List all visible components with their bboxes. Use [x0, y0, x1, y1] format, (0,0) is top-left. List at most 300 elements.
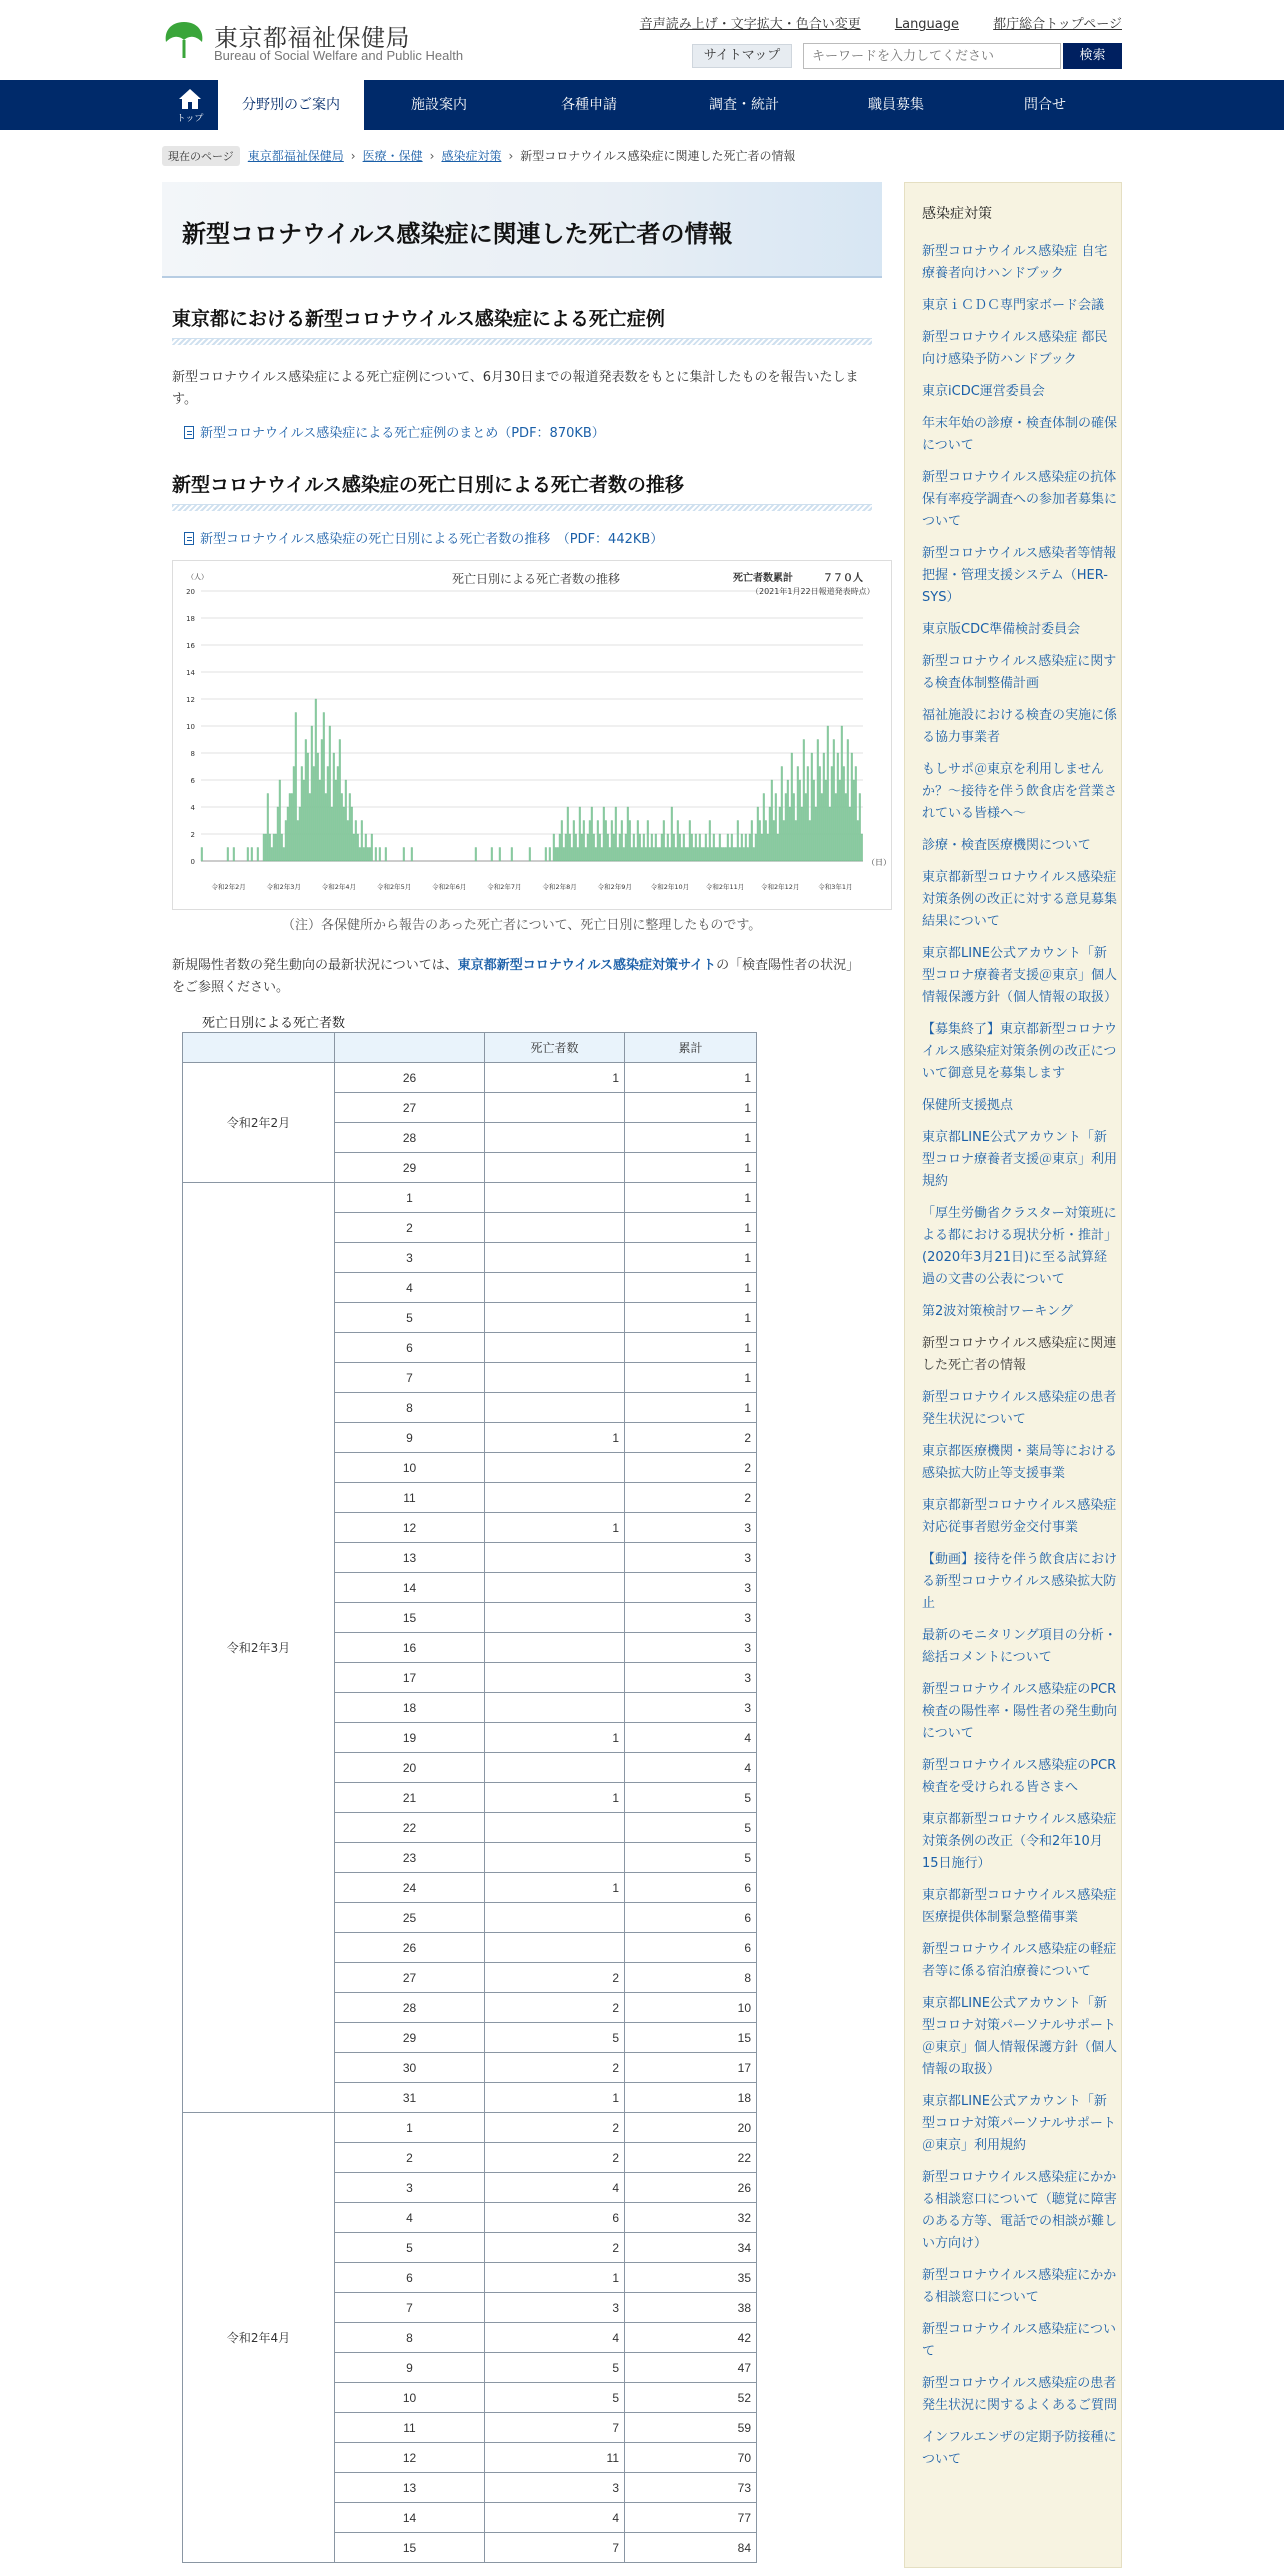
day-cell: 1	[335, 1183, 485, 1213]
chart-bar	[629, 821, 631, 862]
sidebar-link[interactable]: 新型コロナウイルス感染症 自宅療養者向けハンドブック	[922, 244, 1108, 281]
cumulative-cell: 73	[625, 2473, 757, 2503]
sidebar-link[interactable]: 東京ｉＣＤＣ専門家ボード会議	[922, 298, 1105, 313]
chart-month-label: 令和2年8月	[542, 883, 577, 891]
deaths-cell	[485, 1633, 625, 1663]
cumulative-cell: 5	[625, 1783, 757, 1813]
cumulative-cell: 77	[625, 2503, 757, 2533]
chart-bar	[771, 780, 773, 861]
document-icon	[184, 532, 194, 545]
chart-bar	[649, 848, 651, 862]
chart-bar	[341, 794, 343, 862]
sidebar-link[interactable]: 年末年始の診療・検査体制の確保について	[922, 416, 1118, 453]
cumulative-cell: 18	[625, 2083, 757, 2113]
chart-bar	[839, 780, 841, 861]
sidebar-link[interactable]: もしサポ＠東京を利用しませんか？～接待を伴う飲食店を営業されている皆様へ～	[922, 762, 1118, 821]
chart-bar	[319, 780, 321, 861]
sidebar-link[interactable]: 東京都新型コロナウイルス感染症対策条例の改正（令和2年10月15日施行）	[922, 1812, 1117, 1871]
latest-status-before: 新規陽性者数の発生動向の最新状況については、	[172, 958, 458, 973]
chart-bar	[347, 821, 349, 862]
chart-canvas	[173, 561, 891, 909]
sidebar-link[interactable]: 【動画】接待を伴う飲食店における新型コロナウイルス感染拡大防止	[922, 1552, 1118, 1611]
deaths-cell: 6	[485, 2203, 625, 2233]
sidebar-link[interactable]: 新型コロナウイルス感染症の抗体保有率疫学調査への参加者募集について	[922, 470, 1118, 529]
deaths-cell	[485, 1213, 625, 1243]
chart-bar	[663, 821, 665, 862]
chart-bar	[625, 834, 627, 861]
chart-bar	[631, 848, 633, 862]
chart-bar	[269, 834, 271, 861]
chart-y-tick-label: 4	[190, 804, 195, 812]
sidebar-link[interactable]: 東京都LINE公式アカウント「新型コロナ対策パーソナルサポート＠東京」利用規約	[922, 2094, 1116, 2153]
chart-bar	[707, 848, 709, 862]
chart-bar	[609, 848, 611, 862]
chart-bar	[559, 834, 561, 861]
chart-y-tick-label: 8	[190, 750, 195, 758]
search-button[interactable]: 検索	[1063, 43, 1122, 69]
nav-item-facilities[interactable]: 施設案内	[411, 97, 467, 113]
chart-bar	[645, 848, 647, 862]
chart-bar	[757, 807, 759, 861]
cumulative-cell: 2	[625, 1423, 757, 1453]
day-cell: 4	[335, 2203, 485, 2233]
chart-bar	[285, 821, 287, 862]
ginkgo-logo-icon	[162, 18, 206, 62]
day-cell: 24	[335, 1873, 485, 1903]
chart-bar	[571, 848, 573, 862]
chart-bar	[787, 780, 789, 861]
cumulative-cell: 1	[625, 1183, 757, 1213]
chart-bar	[861, 834, 863, 861]
breadcrumb-separator: ›	[350, 149, 356, 163]
sidebar	[904, 182, 1122, 2568]
chart-bar	[763, 794, 765, 862]
chart-bar	[607, 834, 609, 861]
chart-bar	[659, 848, 661, 862]
chart-bar	[339, 740, 341, 862]
day-cell: 9	[335, 1423, 485, 1453]
sidebar-link[interactable]: 新型コロナウイルス感染症にかかる相談窓口について（聴覚に障害のある方等、電話での相談が難しい方向け）	[922, 2170, 1118, 2251]
header-cumulative: 累計	[625, 1033, 757, 1063]
chart-bar	[827, 726, 829, 861]
deaths-cell: 1	[485, 1723, 625, 1753]
cumulative-cell: 70	[625, 2443, 757, 2473]
chart-y-tick-label: 10	[186, 723, 195, 731]
sidebar-link[interactable]: 第2波対策検討ワーキング	[922, 1304, 1073, 1319]
chart-bar	[333, 753, 335, 861]
chart-bar	[323, 713, 325, 862]
page-title: 新型コロナウイルス感染症に関連した死亡者の情報	[182, 220, 733, 248]
sidebar-link[interactable]: 東京版CDC準備検討委員会	[922, 622, 1081, 637]
chart-y-tick-label: 0	[190, 858, 195, 866]
chart-note: （注）各保健所から報告のあった死亡者について、死亡日別に整理したものです。	[282, 918, 762, 933]
chart-bar	[731, 834, 733, 861]
chart-bar	[299, 807, 301, 861]
sidebar-link[interactable]: 新型コロナウイルス感染症について	[922, 2322, 1116, 2359]
chart-bar	[633, 834, 635, 861]
sidebar-link[interactable]: インフルエンザの定期予防接種について	[922, 2430, 1117, 2467]
sidebar-link[interactable]: 東京iCDC運営委員会	[922, 384, 1045, 399]
chart-bar	[579, 807, 581, 861]
day-cell: 28	[335, 1123, 485, 1153]
chart-bar	[233, 848, 235, 862]
chart-bar	[305, 740, 307, 862]
sidebar-link[interactable]: 新型コロナウイルス感染症に関する検査体制整備計画	[922, 654, 1117, 691]
chart-bar	[739, 848, 741, 862]
chart-bar	[841, 726, 843, 861]
sidebar-link[interactable]: 東京都新型コロナウイルス感染症医療提供体制緊急整備事業	[922, 1888, 1117, 1925]
chart-bar	[755, 834, 757, 861]
cumulative-cell: 4	[625, 1723, 757, 1753]
header-deaths: 死亡者数	[485, 1033, 625, 1063]
chart-month-label: 令和2年7月	[487, 883, 522, 891]
chart-bar	[275, 834, 277, 861]
cumulative-cell: 52	[625, 2383, 757, 2413]
chart-bar	[363, 848, 365, 862]
chart-bar	[849, 807, 851, 861]
chart-bar	[297, 821, 299, 862]
chart-bar	[365, 834, 367, 861]
chart-bar	[819, 767, 821, 862]
chart-y-tick-label: 20	[186, 588, 195, 596]
deaths-cell	[485, 1543, 625, 1573]
chart-bar	[349, 794, 351, 862]
chart-bar	[753, 848, 755, 862]
cumulative-cell: 38	[625, 2293, 757, 2323]
page-title-banner	[162, 182, 882, 278]
chart-bar	[759, 821, 761, 862]
nav-home-label: トップ	[176, 114, 204, 124]
chart-bar	[325, 794, 327, 862]
search-input[interactable]	[803, 43, 1061, 69]
deaths-cell	[485, 1393, 625, 1423]
pdf-link-death-trend[interactable]	[184, 528, 663, 547]
logo-japanese-text: 東京都福祉保健局	[214, 24, 410, 52]
chart-bar	[801, 807, 803, 861]
deaths-cell: 7	[485, 2413, 625, 2443]
sidebar-link[interactable]: 東京都LINE公式アカウント「新型コロナ療養者支援＠東京」個人情報保護方針（個人情報の取扱）	[922, 946, 1118, 1005]
chart-bar	[589, 821, 591, 862]
day-cell: 3	[335, 2173, 485, 2203]
chart-bar	[369, 848, 371, 862]
chart-bar	[615, 807, 617, 861]
chart-bar	[601, 848, 603, 862]
day-cell: 19	[335, 1723, 485, 1753]
day-cell: 14	[335, 1573, 485, 1603]
chart-y-tick-label: 6	[190, 777, 195, 785]
cumulative-cell: 3	[625, 1663, 757, 1693]
chart-month-label: 令和2年5月	[376, 883, 412, 891]
language-link[interactable]: Language	[894, 17, 960, 32]
chart-bar	[587, 834, 589, 861]
chart-bar	[627, 807, 629, 861]
chart-bar	[765, 821, 767, 862]
chart-month-label: 令和2年12月	[761, 883, 800, 891]
cumulative-cell: 5	[625, 1813, 757, 1843]
sidebar-link[interactable]: 東京都LINE公式アカウント「新型コロナ対策パーソナルサポート＠東京」個人情報保護方針（個人情報の取扱）	[922, 1996, 1118, 2077]
nav-item-statistics[interactable]: 調査・統計	[709, 97, 779, 113]
chart-bar	[321, 740, 323, 862]
site-logo[interactable]	[162, 18, 492, 66]
chart-bar	[267, 794, 269, 862]
sidebar-link[interactable]: 診療・検査医療機関について	[922, 838, 1091, 853]
chart-bar	[351, 807, 353, 861]
chart-bar	[329, 726, 331, 861]
header-day	[335, 1033, 485, 1063]
chart-bar	[303, 780, 305, 861]
sidebar-link[interactable]: 新型コロナウイルス感染症のPCR検査の陽性率・陽性者の発生動向について	[922, 1682, 1118, 1741]
chart-bar	[583, 821, 585, 862]
cumulative-cell: 1	[625, 1273, 757, 1303]
sidebar-link[interactable]: 新型コロナウイルス感染症のPCR検査を受けられる皆さまへ	[922, 1758, 1117, 1795]
day-cell: 10	[335, 1453, 485, 1483]
chart-month-label: 令和2年11月	[705, 883, 745, 891]
chart-bar	[725, 848, 727, 862]
chart-bar	[545, 848, 547, 862]
table-caption: 死亡日別による死亡者数	[202, 1016, 346, 1031]
day-cell: 6	[335, 1333, 485, 1363]
chart-bar	[603, 807, 605, 861]
chart-bar	[745, 834, 747, 861]
chart-bar	[683, 834, 685, 861]
chart-bar	[803, 740, 805, 862]
chart-bar	[691, 834, 693, 861]
cumulative-cell: 6	[625, 1933, 757, 1963]
chart-bar	[563, 848, 565, 862]
sidebar-link[interactable]: 【募集終了】東京都新型コロナウイルス感染症対策条例の改正について御意見を募集します	[922, 1022, 1118, 1081]
chart-bar	[853, 780, 855, 861]
chart-bar	[679, 834, 681, 861]
sidebar-link[interactable]: 新型コロナウイルス感染症の患者発生状況について	[922, 1390, 1117, 1427]
chart-bar	[777, 834, 779, 861]
chart-bar	[561, 821, 563, 862]
cumulative-cell: 15	[625, 2023, 757, 2053]
cumulative-cell: 1	[625, 1123, 757, 1153]
chart-bar	[621, 821, 623, 862]
deaths-cell	[485, 1753, 625, 1783]
chart-bar	[311, 726, 313, 861]
deaths-cell	[485, 1153, 625, 1183]
day-cell: 30	[335, 2053, 485, 2083]
chart-bar	[653, 848, 655, 862]
sidebar-link[interactable]: 東京都新型コロナウイルス感染症対策条例の改正に対する意見募集結果について	[922, 870, 1118, 929]
chart-bar	[411, 848, 413, 862]
chart-bar	[833, 740, 835, 862]
chart-y-tick-label: 14	[186, 669, 195, 677]
breadcrumb-link-bureau[interactable]: 東京都福祉保健局	[247, 149, 344, 163]
chart-summary-label: 死亡者数累計 ７７０人	[733, 573, 863, 584]
chart-bar	[301, 767, 303, 862]
day-cell: 22	[335, 1813, 485, 1843]
deaths-cell: 4	[485, 2323, 625, 2353]
chart-bar	[499, 848, 501, 862]
day-cell: 12	[335, 2443, 485, 2473]
chart-bar	[851, 753, 853, 861]
pdf-link-death-cases[interactable]	[184, 422, 605, 441]
cumulative-cell: 10	[625, 1993, 757, 2023]
sidebar-link[interactable]: 新型コロナウイルス感染症の患者発生状況に関するよくあるご質問	[922, 2376, 1118, 2413]
chart-bar	[657, 848, 659, 862]
day-cell: 17	[335, 1663, 485, 1693]
day-cell: 11	[335, 2413, 485, 2443]
sitemap-button[interactable]: サイトマップ	[692, 44, 792, 68]
chart-bar	[331, 807, 333, 861]
cumulative-cell: 1	[625, 1243, 757, 1273]
chart-month-label: 令和2年2月	[211, 883, 246, 891]
chart-bar	[599, 834, 601, 861]
sidebar-link[interactable]: 最新のモニタリング項目の分析・総括コメントについて	[922, 1628, 1117, 1665]
month-cell: 令和2年4月	[183, 2113, 335, 2563]
sidebar-link[interactable]: 東京都LINE公式アカウント「新型コロナ療養者支援＠東京」利用規約	[922, 1130, 1118, 1189]
chart-bar	[557, 848, 559, 862]
cumulative-cell: 84	[625, 2533, 757, 2563]
sidebar-link[interactable]: 新型コロナウイルス感染症にかかる相談窓口について	[922, 2268, 1117, 2305]
chart-bar	[355, 821, 357, 862]
day-cell: 29	[335, 2023, 485, 2053]
day-cell: 15	[335, 2533, 485, 2563]
chart-bar	[647, 821, 649, 862]
deaths-cell: 4	[485, 2503, 625, 2533]
breadcrumb-separator: ›	[508, 149, 514, 163]
chart-bar	[779, 807, 781, 861]
chart-bar	[859, 794, 861, 862]
chart-bar	[667, 834, 669, 861]
chart-bar	[701, 848, 703, 862]
chart-bar	[793, 794, 795, 862]
chart-bar	[665, 848, 667, 862]
chart-bar	[335, 780, 337, 861]
cumulative-cell: 1	[625, 1363, 757, 1393]
chart-bar	[575, 834, 577, 861]
nav-item-contact[interactable]: 問合せ	[1024, 97, 1066, 113]
sidebar-link[interactable]: 新型コロナウイルス感染者等情報把握・管理支援システム（HER-SYS）	[922, 546, 1117, 605]
cumulative-cell: 42	[625, 2323, 757, 2353]
chart-bar	[353, 834, 355, 861]
deaths-cell	[485, 1303, 625, 1333]
chart-bar	[785, 794, 787, 862]
sidebar-link[interactable]: 「厚生労働省クラスター対策班による都における現状分析・推計」(2020年3月21日)に至る試算経過の文書の公表について	[922, 1206, 1118, 1287]
accessibility-link[interactable]: 音声読み上げ・文字拡大・色合い変更	[639, 17, 861, 32]
sidebar-link[interactable]: 新型コロナウイルス感染症 都民向け感染予防ハンドブック	[922, 330, 1108, 367]
chart-bar	[367, 848, 369, 862]
deaths-cell	[485, 1813, 625, 1843]
chart-bar	[661, 834, 663, 861]
chart-bar	[689, 821, 691, 862]
breadcrumb-link-infection[interactable]: 感染症対策	[441, 149, 502, 163]
chart-bar	[585, 848, 587, 862]
chart-bar	[651, 834, 653, 861]
sidebar-link[interactable]: 東京都医療機関・薬局等における感染拡大防止等支援事業	[922, 1444, 1118, 1481]
chart-bar	[295, 713, 297, 862]
chart-month-label: 令和3年1月	[818, 883, 853, 891]
cumulative-cell: 20	[625, 2113, 757, 2143]
sidebar-link[interactable]: 新型コロナウイルス感染症に関連した死亡者の情報	[922, 1336, 1117, 1373]
chart-bar	[719, 834, 721, 861]
cumulative-cell: 34	[625, 2233, 757, 2263]
deaths-cell: 3	[485, 2473, 625, 2503]
day-cell: 21	[335, 1783, 485, 1813]
day-cell: 7	[335, 1363, 485, 1393]
tokyo-covid-site-link[interactable]: 東京都新型コロナウイルス感染症対策サイト	[457, 958, 717, 973]
cumulative-cell: 6	[625, 1903, 757, 1933]
chart-bar	[735, 848, 737, 862]
deaths-cell: 3	[485, 2293, 625, 2323]
chart-bar	[781, 767, 783, 862]
deaths-cell	[485, 1603, 625, 1633]
chart-bar	[715, 848, 717, 862]
breadcrumb-separator: ›	[429, 149, 435, 163]
day-cell: 5	[335, 2233, 485, 2263]
deaths-cell	[485, 1093, 625, 1123]
chart-bar	[699, 834, 701, 861]
chart-bar	[811, 753, 813, 861]
death-trend-chart	[172, 560, 892, 910]
nav-item-recruitment[interactable]: 職員募集	[868, 97, 924, 113]
deaths-cell: 1	[485, 2083, 625, 2113]
chart-bar	[741, 834, 743, 861]
chart-month-label: 令和2年10月	[650, 883, 690, 891]
chart-x-axis-label: （日）	[867, 858, 891, 867]
deaths-cell: 11	[485, 2443, 625, 2473]
section-heading-death-cases: 東京都における新型コロナウイルス感染症による死亡症例	[172, 304, 882, 345]
site-header	[0, 0, 1284, 80]
nav-home[interactable]	[162, 80, 218, 130]
chart-bar	[569, 834, 571, 861]
pdf-link-death-trend-label: 新型コロナウイルス感染症の死亡日別による死亡者数の推移 （PDF：442KB）	[200, 532, 664, 547]
chart-bar	[291, 794, 293, 862]
deaths-cell: 2	[485, 2233, 625, 2263]
sidebar-link[interactable]: 東京都新型コロナウイルス感染症対応従事者慰労金交付事業	[922, 1498, 1117, 1535]
chart-bar	[769, 807, 771, 861]
sidebar-link[interactable]: 福祉施設における検査の実施に係る協力事業者	[922, 708, 1118, 745]
deaths-cell: 1	[485, 1873, 625, 1903]
deaths-cell: 2	[485, 2053, 625, 2083]
chart-bar	[555, 848, 557, 862]
deaths-cell	[485, 1573, 625, 1603]
sidebar-link[interactable]: 保健所支援拠点	[922, 1098, 1014, 1113]
metro-top-link[interactable]: 都庁総合トップページ	[993, 17, 1122, 32]
deaths-cell: 5	[485, 2383, 625, 2413]
day-cell: 14	[335, 2503, 485, 2533]
cumulative-cell: 26	[625, 2173, 757, 2203]
chart-bar	[845, 794, 847, 862]
chart-bar	[315, 699, 317, 861]
deaths-cell	[485, 1693, 625, 1723]
chart-bar	[783, 821, 785, 862]
chart-bar	[687, 848, 689, 862]
chart-bar	[695, 834, 697, 861]
chart-bar	[813, 780, 815, 861]
breadcrumb-current: 新型コロナウイルス感染症に関連した死亡者の情報	[520, 149, 796, 163]
cumulative-cell: 6	[625, 1873, 757, 1903]
day-cell: 2	[335, 2143, 485, 2173]
nav-item-applications[interactable]: 各種申請	[561, 97, 617, 113]
chart-bar	[613, 834, 615, 861]
sidebar-link[interactable]: 新型コロナウイルス感染症の軽症者等に係る宿泊療養について	[922, 1942, 1117, 1979]
chart-bar	[669, 848, 671, 862]
chart-bar	[635, 848, 637, 862]
breadcrumb-link-medical[interactable]: 医療・保健	[362, 149, 423, 163]
chart-bar	[857, 821, 859, 862]
chart-bar	[593, 834, 595, 861]
chart-bar	[671, 807, 673, 861]
deaths-cell: 5	[485, 2023, 625, 2053]
month-cell: 令和2年3月	[183, 1183, 335, 2113]
nav-item-fields[interactable]: 分野別のご案内	[218, 80, 364, 130]
chart-bar	[809, 821, 811, 862]
document-icon	[184, 426, 194, 439]
day-cell: 2	[335, 1213, 485, 1243]
